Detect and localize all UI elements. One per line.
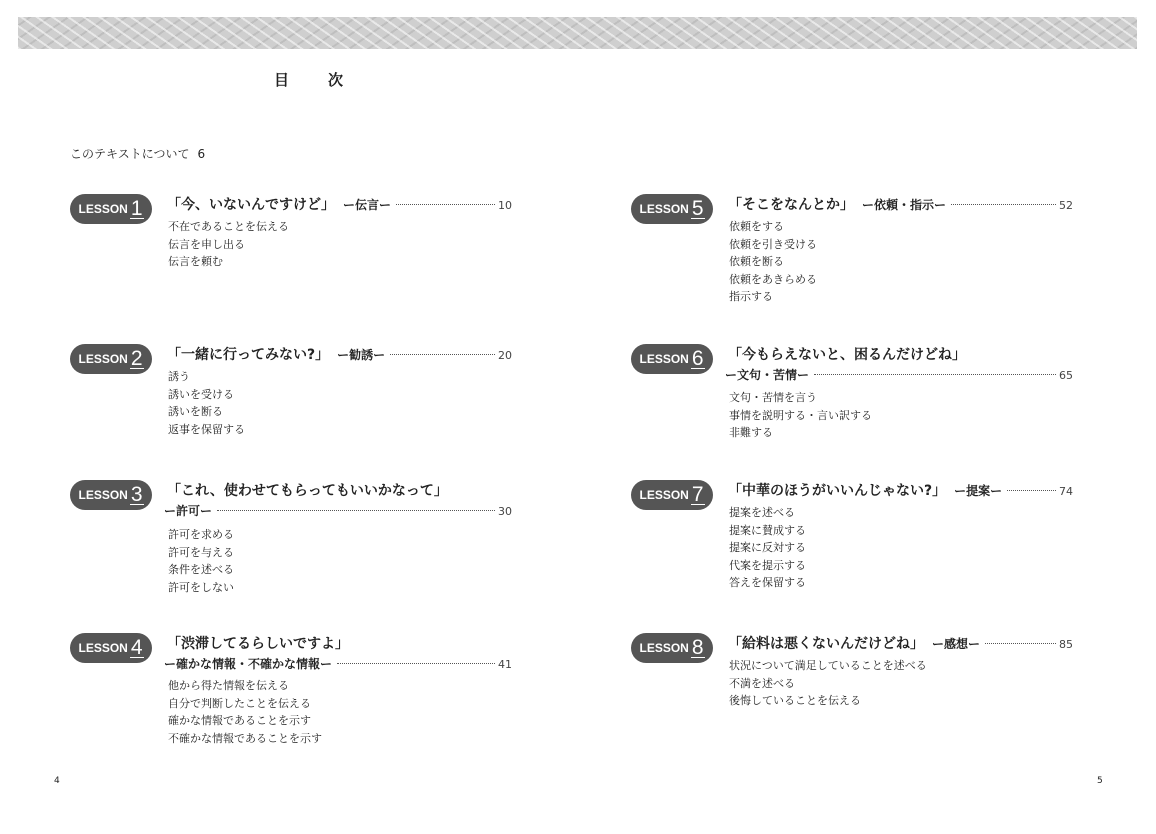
list-item: 依頼をする — [729, 220, 784, 233]
lesson-page: 65 — [1059, 369, 1073, 382]
lesson-title: 「今もらえないと、困るんだけどね」 — [728, 347, 966, 363]
lesson-page: 41 — [498, 658, 512, 671]
lesson-title: 「一緒に行ってみない?」 — [167, 347, 330, 363]
lesson-page: 85 — [1059, 638, 1073, 651]
leader-dots — [396, 204, 495, 205]
leader-dots — [337, 663, 495, 664]
intro-page: 6 — [197, 147, 206, 161]
list-item: 依頼を断る — [729, 255, 784, 268]
list-item: 返事を保留する — [168, 422, 245, 436]
list-item: 不在であることを伝える — [168, 220, 289, 233]
list-item: 誘いを断る — [168, 405, 223, 418]
lesson-badge: LESSON 2 — [70, 344, 152, 374]
lesson-title: 「中華のほうがいいんじゃない?」 — [728, 483, 947, 499]
list-item: 不確かな情報であることを示す — [168, 731, 322, 745]
list-item: 伝言を申し出る — [168, 237, 245, 251]
list-item: 指示する — [729, 290, 773, 303]
list-item: 許可を与える — [168, 545, 234, 559]
list-item: 許可を求める — [168, 528, 234, 541]
lesson-theme: ー文句・苦情ー — [725, 368, 810, 382]
list-item: 自分で判断したことを伝える — [168, 696, 311, 710]
list-item: 文句・苦情を言う — [729, 391, 817, 404]
lesson-page: 20 — [498, 349, 512, 362]
lesson-badge: LESSON 5 — [631, 194, 713, 224]
leader-dots — [1007, 490, 1056, 491]
right-page-number: 5 — [1097, 776, 1103, 786]
list-item: 非難する — [729, 426, 773, 439]
lesson-title: 「そこをなんとか」 — [728, 197, 854, 213]
lesson-theme: ー勧誘ー — [337, 348, 386, 362]
lesson-badge: LESSON 4 — [70, 633, 152, 663]
list-item: 状況について満足していることを述べる — [729, 659, 927, 672]
leader-dots — [390, 354, 495, 355]
lesson-title: 「渋滞してるらしいですよ」 — [167, 636, 349, 652]
list-item: 伝言を頼む — [168, 255, 223, 268]
list-item: 答えを保留する — [729, 576, 806, 589]
lesson-theme: ー感想ー — [932, 637, 981, 651]
list-item: 許可をしない — [168, 580, 234, 594]
list-item: 提案に反対する — [729, 541, 806, 554]
page-title: 目 次 — [274, 71, 356, 89]
lesson-page: 30 — [498, 505, 512, 518]
list-item: 条件を述べる — [168, 563, 234, 576]
leader-dots — [814, 374, 1056, 375]
list-item: 他から得た情報を伝える — [168, 679, 289, 692]
lesson-title: 「今、いないんですけど」 — [167, 197, 335, 213]
lesson-badge: LESSON 8 — [631, 633, 713, 663]
list-item: 不満を述べる — [729, 676, 795, 690]
list-item: 誘う — [168, 370, 190, 383]
lesson-theme: ー確かな情報・不確かな情報ー — [164, 657, 333, 671]
left-page-number: 4 — [54, 776, 60, 786]
list-item: 後悔していることを伝える — [729, 694, 861, 707]
lesson-badge: LESSON 6 — [631, 344, 713, 374]
lesson-title: 「これ、使わせてもらってもいいかなって」 — [167, 483, 448, 499]
leader-dots — [217, 510, 495, 511]
lesson-page: 52 — [1059, 199, 1073, 212]
list-item: 確かな情報であることを示す — [168, 714, 311, 727]
lesson-page: 74 — [1059, 485, 1073, 498]
lesson-badge: LESSON 7 — [631, 480, 713, 510]
lesson-theme: ー提案ー — [954, 484, 1003, 498]
list-item: 代案を提示する — [729, 558, 806, 572]
lesson-badge: LESSON 1 — [70, 194, 152, 224]
list-item: 提案に賛成する — [729, 523, 806, 537]
lesson-theme: ー依頼・指示ー — [862, 198, 947, 212]
list-item: 事情を説明する・言い訳する — [729, 408, 872, 422]
leader-dots — [951, 204, 1056, 205]
lesson-theme: ー伝言ー — [343, 198, 392, 212]
list-item: 提案を述べる — [729, 506, 795, 519]
list-item: 依頼を引き受ける — [729, 237, 817, 251]
list-item: 依頼をあきらめる — [729, 272, 817, 286]
leader-dots — [985, 643, 1056, 644]
lesson-title: 「給料は悪くないんだけどね」 — [728, 636, 924, 652]
decorative-header-banner — [18, 17, 1137, 49]
intro-entry[interactable] — [70, 145, 205, 162]
lesson-badge: LESSON 3 — [70, 480, 152, 510]
list-item: 誘いを受ける — [168, 387, 234, 401]
lesson-theme: ー許可ー — [164, 504, 213, 518]
lesson-page: 10 — [498, 199, 512, 212]
intro-label: このテキストについて — [70, 147, 190, 161]
